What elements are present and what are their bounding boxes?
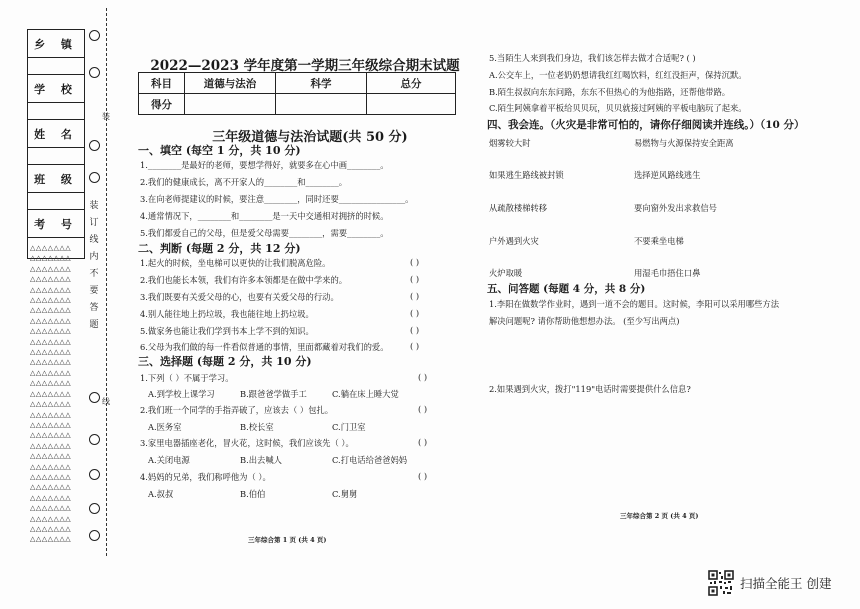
judge-question: 3.我们既要有关爱父母的心，也要有关爱父母的行动。	[140, 292, 339, 302]
choice-option: C.陌生阿姨拿着平板给贝贝玩，贝贝就接过阿姨的平板电脑玩了起来。	[489, 103, 747, 113]
triangle-row: △△△△△△△	[30, 358, 72, 367]
triangle-row: △△△△△△△	[30, 420, 72, 429]
match-right-item: 用湿毛巾捂住口鼻	[634, 268, 701, 278]
judge-question: 1.起火的时候，坐电梯可以更快的让我们脱离危险。	[140, 258, 331, 268]
answer-paren: ( )	[410, 257, 420, 267]
paper-subtitle: 三年级道德与法治试题(共 50 分)	[212, 130, 408, 145]
answer-paren: ( )	[410, 274, 420, 284]
answer-paren: ( )	[418, 372, 428, 382]
triangle-row: △△△△△△△	[30, 244, 72, 252]
answer-paren: ( )	[410, 341, 420, 351]
choice-option: A.关闭电源	[148, 455, 190, 465]
watermark-text: 扫描全能王 创建	[740, 576, 832, 591]
triangle-row: △△△△△△△	[30, 452, 72, 461]
choice-question: 3.家里电器插座老化，冒火花，这时候，我们应该先（ ）。	[140, 438, 354, 448]
triangle-row: △△△△△△△	[30, 337, 72, 346]
triangle-row: △△△△△△△	[30, 514, 72, 523]
score-row-label: 得分	[139, 94, 185, 115]
triangle-row: △△△△△△△	[30, 285, 72, 294]
qa-question: 2.如果遇到火灾，拨打"119"电话时需要提供什么信息?	[489, 384, 691, 394]
field-township: 乡 镇	[28, 30, 84, 58]
choice-question: 2.我们班一个同学的手指弄破了，应该去（ ）包扎。	[140, 405, 334, 415]
section-heading-fill: 一、填空 (每空 1 分，共 10 分)	[138, 144, 301, 157]
triangle-row: △△△△△△△	[30, 483, 72, 492]
bind-mark: 线	[102, 397, 110, 406]
answer-paren: ( )	[418, 471, 428, 481]
choice-options	[148, 488, 357, 500]
choice-options	[148, 454, 407, 466]
field-class: 班 级	[28, 165, 84, 193]
choice-option: B.跟爸爸学做手工	[240, 389, 307, 399]
triangle-row: △△△△△△△	[30, 368, 72, 377]
answer-paren: ( )	[410, 325, 420, 335]
triangle-row: △△△△△△△	[30, 535, 72, 544]
section-heading-match: 四、我会连。（火灾是非常可怕的，请你仔细阅读并连线。）（10 分）	[487, 119, 805, 131]
fill-question: 5.我们都爱自己的父母，但是爱父母需要________，需要________。	[140, 228, 389, 238]
choice-option: A.公交车上，一位老奶奶想请我红红喝饮料，红红没拒声，保持沉默。	[489, 70, 747, 80]
student-info-table	[27, 29, 85, 259]
triangle-row: △△△△△△△	[30, 275, 72, 284]
qa-question: 解决问题呢? 请你帮助他想想办法。 (至少写出两点)	[489, 316, 680, 326]
answer-paren: ( )	[410, 308, 420, 318]
judge-question: 2.我们也能长本领，我们有许多本领都是在做中学来的。	[140, 275, 348, 285]
fill-question: 3.在向老师提建议的时候，要注意________，同时还要________________。	[140, 194, 414, 204]
judge-question: 6.父母为我们做的每一件看似普通的事情，里面都藏着对我们的爱。	[140, 342, 389, 352]
section-heading-judge: 二、判断 (每题 2 分，共 12 分)	[138, 242, 301, 255]
score-cell	[185, 94, 276, 115]
field-school: 学 校	[28, 75, 84, 103]
binding-hole	[89, 392, 100, 403]
score-header-subject: 科目	[139, 73, 185, 94]
triangle-row: △△△△△△△	[30, 379, 72, 388]
choice-options	[148, 421, 366, 433]
triangle-row: △△△△△△△	[30, 264, 72, 273]
no-answer-notice: 装 订 线 内 不 要 答 题	[89, 201, 99, 330]
answer-paren: ( )	[418, 404, 428, 414]
page-footer: 三年综合第 1 页 (共 4 页)	[248, 536, 327, 544]
choice-option: C.门卫室	[332, 422, 366, 432]
section-heading-qa: 五、问答题 (每题 4 分，共 8 分)	[487, 283, 646, 295]
binding-hole	[89, 503, 100, 514]
triangle-row: △△△△△△△	[30, 254, 72, 263]
exam-title: 2022—2023 学年度第一学期三年级综合期末试题	[150, 58, 460, 74]
score-cell	[276, 94, 367, 115]
triangle-row: △△△△△△△	[30, 389, 72, 398]
triangle-row: △△△△△△△	[30, 410, 72, 419]
choice-question: 5.当陌生人来到我们身边，我们该怎样去做才合适呢? ( )	[489, 53, 696, 63]
choice-option: C.躺在床上睡大觉	[332, 389, 399, 399]
choice-options	[148, 388, 399, 400]
triangle-row: △△△△△△△	[30, 504, 72, 513]
fill-question: 4.通常情况下，________和________是一天中交通相对拥挤的时候。	[140, 211, 389, 221]
triangle-row: △△△△△△△	[30, 316, 72, 325]
triangle-row: △△△△△△△	[30, 400, 72, 409]
match-left-item: 烟雾较大时	[489, 138, 531, 148]
binding-dashed-line	[106, 8, 107, 556]
binding-hole	[89, 530, 100, 541]
binding-hole	[89, 140, 100, 151]
binding-hole	[89, 434, 100, 445]
score-cell	[367, 94, 456, 115]
match-left-item: 火炉取暖	[489, 268, 523, 278]
judge-question: 5.做家务也能让我们学到书本上学不到的知识。	[140, 326, 314, 336]
choice-option: B.出去喊人	[240, 455, 282, 465]
binding-hole	[89, 67, 100, 78]
choice-option: B.校长室	[240, 422, 274, 432]
choice-option: C.打电话给爸爸妈妈	[332, 455, 408, 465]
score-header-morality: 道德与法治	[185, 73, 276, 94]
match-right-item: 选择逆风路线逃生	[634, 170, 701, 180]
qa-question: 1.李阳在做数学作业时，遇到一道不会的题目。这时候，李阳可以采用哪些方法	[489, 299, 780, 309]
qr-code-icon	[708, 570, 734, 596]
scanner-watermark	[708, 570, 831, 596]
bind-mark: 装	[102, 112, 110, 121]
triangle-row: △△△△△△△	[30, 296, 72, 305]
score-header-science: 科学	[276, 73, 367, 94]
answer-paren: ( )	[410, 291, 420, 301]
answer-paren: ( )	[418, 437, 428, 447]
match-right-item: 不要乘坐电梯	[634, 236, 684, 246]
triangle-row: △△△△△△△	[30, 348, 72, 357]
binding-hole	[89, 30, 100, 41]
match-left-item: 如果逃生路线被封锁	[489, 170, 564, 180]
field-exam-number: 考 号	[28, 210, 84, 238]
triangle-pattern	[30, 243, 88, 545]
fill-question: 2.我们的健康成长，离不开家人的________和________。	[140, 177, 348, 187]
triangle-row: △△△△△△△	[30, 472, 72, 481]
binding-hole	[89, 469, 100, 480]
match-left-item: 从疏散楼梯转移	[489, 203, 548, 213]
judge-question: 4.别人能往地上扔垃圾，我也能往地上扔垃圾。	[140, 309, 314, 319]
choice-option: B.伯伯	[240, 489, 266, 499]
choice-question: 1.下列（ ）不属于学习。	[140, 373, 234, 383]
triangle-row: △△△△△△△	[30, 462, 72, 471]
score-table	[138, 72, 456, 115]
field-name: 姓 名	[28, 120, 84, 148]
page-footer: 三年综合第 2 页 (共 4 页)	[620, 512, 699, 520]
triangle-row: △△△△△△△	[30, 441, 72, 450]
triangle-row: △△△△△△△	[30, 306, 72, 315]
choice-option: B.陌生叔叔向东东问路，东东不但热心的为他指路，还帮他带路。	[489, 87, 731, 97]
binding-hole	[89, 172, 100, 183]
fill-question: 1.________是最好的老师，要想学得好，就要多在心中画________。	[140, 160, 389, 170]
triangle-row: △△△△△△△	[30, 493, 72, 502]
match-right-item: 易燃物与火源保持安全距离	[634, 138, 734, 148]
choice-option: C.舅舅	[332, 489, 358, 499]
choice-question: 4.妈妈的兄弟，我们称呼他为（ ）。	[140, 472, 271, 482]
match-left-item: 户外遇到火灾	[489, 236, 539, 246]
triangle-row: △△△△△△△	[30, 431, 72, 440]
choice-option: A.医务室	[148, 422, 182, 432]
match-right-item: 要向窗外发出求救信号	[634, 203, 717, 213]
choice-option: A.到学校上课学习	[148, 389, 215, 399]
triangle-row: △△△△△△△	[30, 327, 72, 336]
triangle-row: △△△△△△△	[30, 524, 72, 533]
score-header-total: 总分	[367, 73, 456, 94]
choice-option: A.叔叔	[148, 489, 174, 499]
section-heading-choice: 三、选择题 (每题 2 分，共 10 分)	[138, 355, 312, 368]
